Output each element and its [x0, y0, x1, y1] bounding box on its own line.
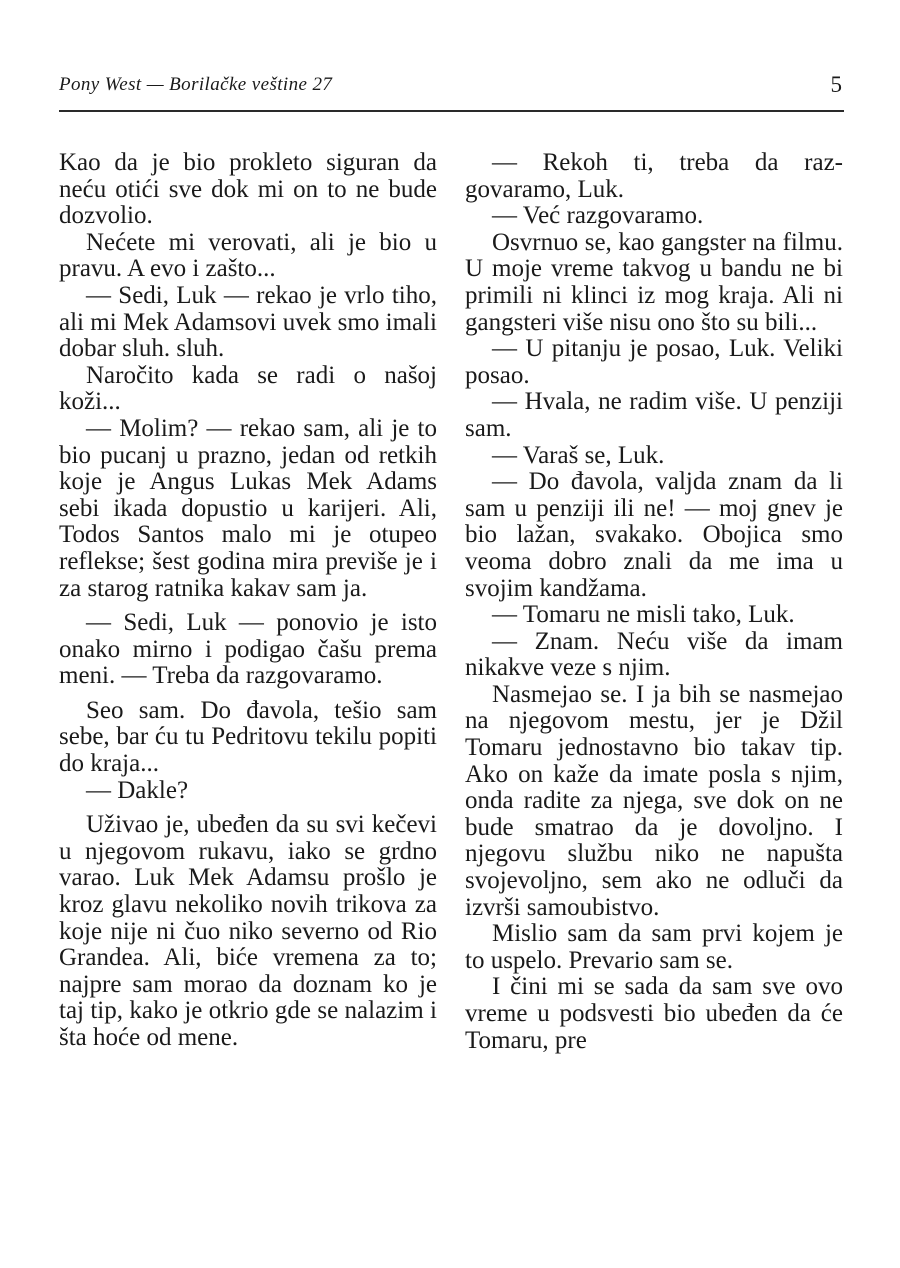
header-rule	[59, 110, 844, 112]
page-header	[59, 70, 842, 104]
running-title: Pony West — Borilačke veštine 27	[59, 74, 333, 95]
paragraph: — Već razgovaramo.	[492, 202, 704, 230]
paragraph: — Tomaru ne misli tako, Luk.	[492, 601, 795, 629]
paragraph: — Hvala, ne radim više. U penziji sam.	[465, 388, 843, 442]
paragraph: I čini mi se sada da sam sve ovo vreme u podsvesti bio ubeđen da će Tomaru, pre	[465, 973, 843, 1054]
paragraph: — Sedi, Luk — ponovio je isto onako mirno i podigao čašu prema meni. — Treba da razgovaramo.	[59, 609, 437, 690]
paragraph: Seo sam. Do đavola, tešio sam sebe, bar ću tu Pedritovu tekilu popiti do kraja...	[59, 696, 437, 778]
page-number: 5	[830, 72, 842, 97]
paragraph: — Dakle?	[86, 776, 189, 804]
paragraph: — Do đavola, valjda znam da li sam u penziji ili ne! — moj gnev je bio lažan, svakako. Obojica smo veoma dobro znali da me ima u svojim kandžama.	[465, 468, 843, 602]
right-column	[465, 150, 843, 1054]
paragraph: Kao da je bio prokleto siguran da neću otići sve dok mi on to ne bude dozvolio.	[59, 149, 437, 230]
left-column	[59, 150, 437, 1052]
paragraph: — Rekoh ti, treba da razgovaramo, Luk.	[465, 149, 843, 203]
paragraph: Nasmejao se. I ja bih se nasmejao na njegovom mestu, jer je Džil Tomaru jednostavno bio takav tip. Ako on kaže da imate posla s njim, onda radite za njega, sve dok on ne bude smatrao da je dovoljno. I njegovu službu niko ne napušta svojevoljno, sem ako ne odluči da izvrši samoubistvo.	[465, 680, 843, 921]
paragraph: — Znam. Neću više da imam nikakve veze s njim.	[465, 627, 843, 682]
paragraph: Naročito kada se radi o našoj koži...	[59, 361, 437, 416]
paragraph: Osvrnuo se, kao gangster na filmu. U moje vreme takvog u bandu ne bi primili ni klinci iz mog kraja. Ali ni gangsteri više nisu ono što su bili...	[465, 228, 843, 336]
paragraph: — Molim? — rekao sam, ali je to bio pucanj u prazno, jedan od retkih koje je Angus Lukas Mek Adams sebi ikada dopustio u karijeri. Ali, Todos Santos malo mi je otupeo reflekse; šest godina mira previše je i za starog ratnika kakav sam ja.	[59, 414, 437, 602]
paragraph: — U pitanju je posao, Luk. Veliki posao.	[465, 335, 843, 389]
paragraph: Uživao je, ubeđen da su svi kečevi u njegovom rukavu, iako se grdno varao. Luk Mek Adamsu prošlo je kroz glavu nekoliko novih trikova za koje nije ni čuo niko severno od Rio Grandea. Ali, biće vremena za to; najpre sam morao da doznam ko je taj tip, kako je otkrio gde se nalazim i šta hoće od mene.	[59, 811, 437, 1051]
paragraph: — Sedi, Luk — rekao je vrlo tiho, ali mi Mek Adamsovi uvek smo imali dobar sluh. sluh.	[59, 281, 437, 363]
paragraph: Mislio sam da sam prvi kojem je to uspelo. Prevario sam se.	[465, 920, 843, 974]
paragraph: Nećete mi verovati, ali je bio u pravu. A evo i zašto...	[59, 228, 437, 283]
paragraph: — Varaš se, Luk.	[492, 441, 665, 469]
